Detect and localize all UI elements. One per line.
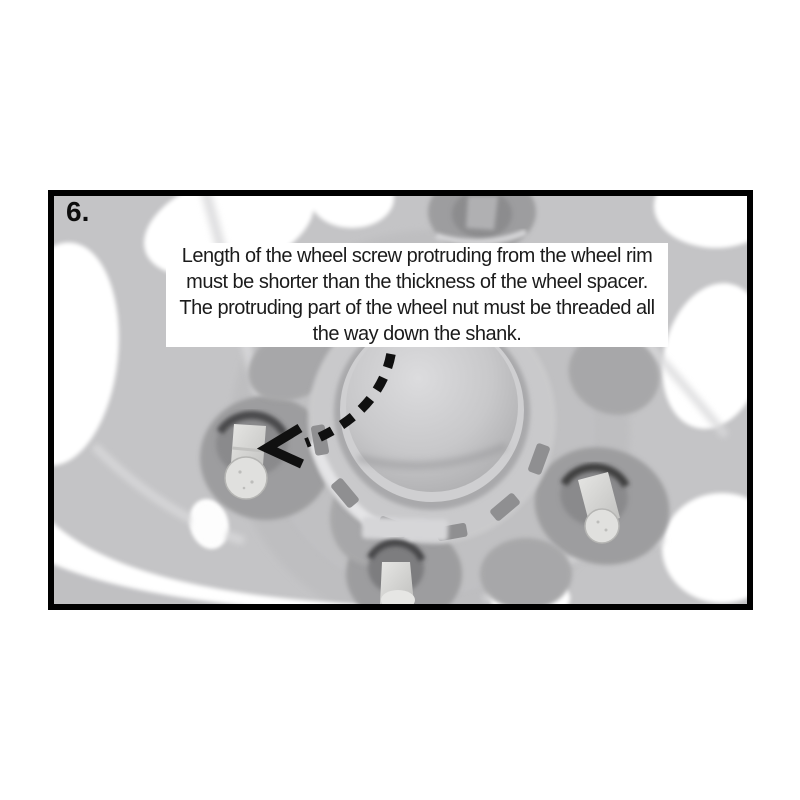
instruction-line: must be shorter than the thickness of the wheel spacer. [186,271,648,293]
instruction-line: The protruding part of the wheel nut must be threaded all [179,297,655,319]
instruction-overlay [166,243,668,347]
step-number: 6. [66,196,90,227]
instruction-line: the way down the shank. [312,323,522,345]
instruction-line: Length of the wheel screw protruding from the wheel rim [181,245,653,267]
figure-frame [48,190,753,610]
